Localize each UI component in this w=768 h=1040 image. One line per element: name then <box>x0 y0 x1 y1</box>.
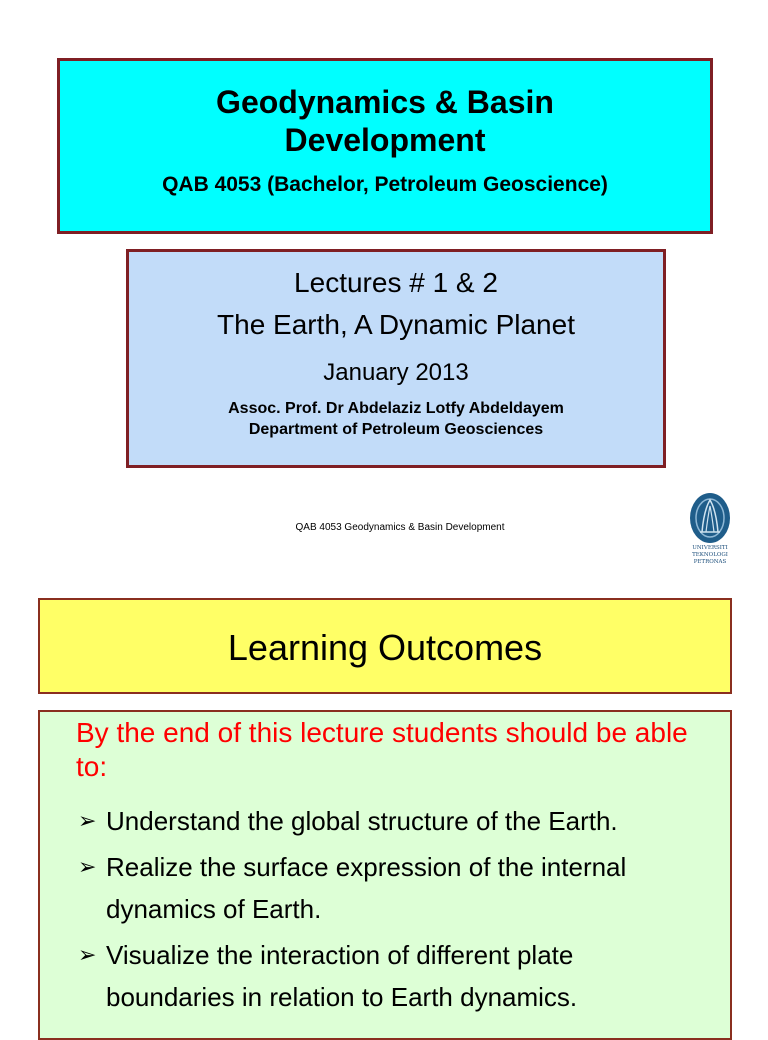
department-name: Department of Petroleum Geosciences <box>248 421 544 438</box>
lecture-date: January 2013 <box>323 359 469 386</box>
arrow-bullet-icon: ➢ <box>78 808 97 833</box>
arrow-bullet-icon: ➢ <box>78 942 97 967</box>
outcomes-box <box>38 710 732 1040</box>
logo-text-line: PETRONAS <box>693 559 727 565</box>
outcome-text: Understand the global structure of the Earth. <box>106 806 618 836</box>
course-title-line1: Geodynamics & Basin <box>216 84 554 120</box>
outcome-text: Realize the surface expression of the internal <box>106 852 627 882</box>
outcome-text-continued: boundaries in relation to Earth dynamics. <box>106 982 578 1012</box>
outcome-text-continued: dynamics of Earth. <box>106 894 322 924</box>
learning-outcomes-title: Learning Outcomes <box>38 598 732 694</box>
logo-text-line: TEKNOLOGI <box>692 552 728 558</box>
outcomes-intro: By the end of this lecture students should be able to: <box>76 717 688 782</box>
author-name: Assoc. Prof. Dr Abdelaziz Lotfy Abdeldayem <box>228 400 564 417</box>
lecture-box <box>126 249 666 468</box>
title-box <box>57 58 713 234</box>
course-code: QAB 4053 (Bachelor, Petroleum Geoscience) <box>162 173 608 196</box>
logo-text-line: UNIVERSITI <box>692 545 728 551</box>
arrow-bullet-icon: ➢ <box>78 854 97 879</box>
lecture-number: Lectures # 1 & 2 <box>294 267 498 298</box>
outcome-item <box>76 846 710 930</box>
slide-footer: QAB 4053 Geodynamics & Basin Development <box>295 522 505 533</box>
outcome-item <box>76 800 710 842</box>
lecture-title: The Earth, A Dynamic Planet <box>217 309 575 340</box>
course-title-line2: Development <box>284 122 486 158</box>
outcome-item <box>76 934 710 1018</box>
outcome-text: Visualize the interaction of different plate <box>106 940 574 970</box>
logo-text <box>680 545 740 566</box>
